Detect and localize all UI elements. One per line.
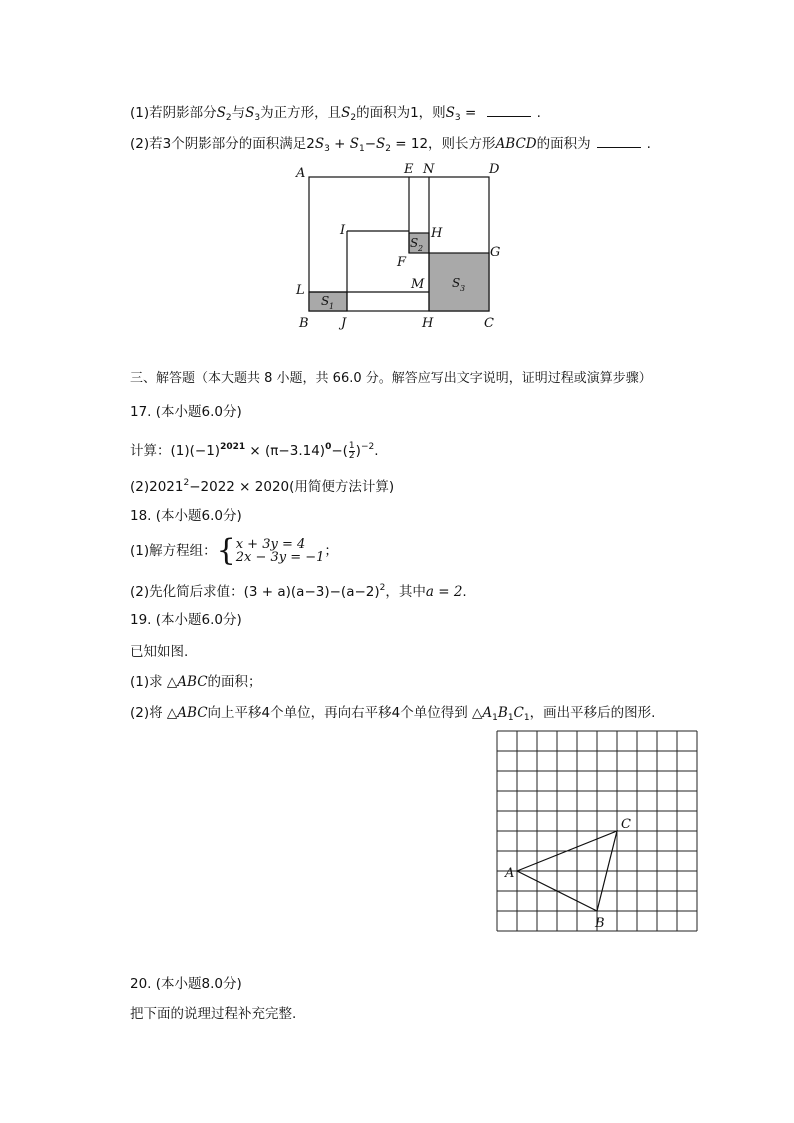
- text: 为正方形，且: [260, 105, 342, 121]
- label-J: J: [341, 316, 347, 331]
- equation-system: [236, 538, 325, 564]
- q16-part2: [130, 134, 651, 159]
- text: 的面积；: [207, 674, 262, 690]
- q20-intro: 把下面的说理过程补充完整.: [130, 1006, 297, 1022]
- sub: 1: [507, 713, 514, 723]
- text: × (π−3.14): [245, 443, 326, 459]
- math-abcd: ABCD: [495, 136, 537, 152]
- point-label-A: A: [505, 866, 515, 881]
- label-H-top: H: [431, 226, 443, 241]
- q19-part1: [130, 672, 262, 692]
- text: 与: [231, 105, 246, 121]
- sub: 1: [358, 144, 365, 154]
- math: ABC: [177, 705, 208, 721]
- label-L: L: [296, 283, 305, 298]
- q17-part1: [130, 437, 379, 461]
- q18-header: 18. (本小题6.0分): [130, 508, 242, 524]
- sub: 3: [324, 144, 330, 154]
- q18-part1: [130, 533, 338, 568]
- q16-part1: [130, 103, 541, 128]
- math: ABC: [177, 674, 208, 690]
- text: ): [355, 443, 361, 459]
- text: =: [460, 105, 481, 121]
- label-S2-sub: 2: [418, 244, 424, 253]
- label-S1-sub: 1: [329, 302, 335, 311]
- sub: 2: [350, 113, 357, 123]
- text: 的面积为: [536, 136, 591, 152]
- text: 的面积为1，则: [356, 105, 446, 121]
- label-S3: S: [452, 276, 461, 290]
- sub: 3: [454, 113, 461, 123]
- sup: 2: [379, 583, 386, 593]
- math: a = 2: [425, 584, 463, 600]
- math-s: S: [349, 136, 359, 152]
- math-s: S: [314, 136, 325, 152]
- label-D: D: [489, 162, 500, 177]
- label-G: G: [490, 245, 501, 260]
- sup: 2021: [220, 442, 246, 452]
- text: .: [462, 584, 467, 600]
- label-S3-sub: 3: [460, 284, 466, 293]
- text: .: [646, 136, 651, 152]
- math: C: [513, 705, 524, 721]
- rectangle-figure: [290, 158, 510, 336]
- label-S1: S: [321, 294, 330, 308]
- text: = 12，则长方形: [390, 136, 496, 152]
- text: .: [374, 443, 379, 459]
- label-H-bottom: H: [422, 316, 434, 331]
- text: ，其中: [385, 584, 426, 600]
- fraction: [349, 442, 355, 461]
- text: −: [364, 136, 376, 152]
- label-I: I: [340, 223, 346, 238]
- section3-heading: 三、解答题（本大题共 8 小题，共 66.0 分。解答应写出文字说明，证明过程或演算步骤）: [130, 371, 652, 386]
- grid-figure: [490, 726, 705, 936]
- sub: 2: [385, 144, 391, 154]
- sub: 1: [492, 713, 498, 723]
- sub: 1: [523, 713, 530, 723]
- sup: 2: [183, 478, 190, 488]
- text: (1)求 △: [130, 674, 178, 690]
- q20-header: 20. (本小题8.0分): [130, 976, 242, 992]
- math: A: [482, 705, 493, 721]
- text: 计算：(1)(−1): [130, 443, 221, 459]
- sup: −2: [360, 442, 375, 452]
- text: ，画出平移后的图形.: [529, 705, 656, 721]
- label-S2: S: [410, 236, 419, 250]
- brace: {: [216, 533, 236, 568]
- text: 向上平移4个单位，再向右平移4个单位得到 △: [207, 705, 483, 721]
- frac-den: 2: [348, 450, 355, 461]
- equation-1: x + 3y = 4: [235, 537, 306, 552]
- math: B: [497, 705, 508, 721]
- text: (2)将 △: [130, 705, 178, 721]
- q19-header: 19. (本小题6.0分): [130, 612, 242, 628]
- q17-header: 17. (本小题6.0分): [130, 404, 242, 420]
- label-E: E: [404, 162, 414, 177]
- math-s: S: [245, 105, 255, 121]
- math-s: S: [445, 105, 455, 121]
- text: (1)若阴影部分: [130, 105, 217, 121]
- point-label-B: B: [595, 916, 605, 931]
- text: −(: [331, 443, 348, 459]
- answer-blank[interactable]: [487, 104, 531, 117]
- label-N: N: [423, 162, 435, 177]
- q18-part2: [130, 578, 467, 602]
- label-B: B: [299, 316, 309, 331]
- frac-num: 1: [348, 440, 355, 451]
- point-label-C: C: [621, 817, 631, 832]
- sub: 3: [254, 113, 261, 123]
- q17-part2: [130, 473, 394, 497]
- q19-intro: 已知如图.: [130, 644, 189, 660]
- text: (2)若3个阴影部分的面积满足2: [130, 136, 315, 152]
- math-s: S: [341, 105, 351, 121]
- text: +: [329, 136, 350, 152]
- q19-part2: [130, 703, 655, 728]
- label-A: A: [296, 166, 306, 181]
- text: .: [536, 105, 541, 121]
- text: (2)2021: [130, 479, 184, 495]
- text: −2022 × 2020(用简便方法计算): [189, 479, 395, 495]
- sup: 0: [325, 442, 332, 452]
- label-M: M: [411, 277, 425, 292]
- answer-blank[interactable]: [597, 135, 641, 148]
- label-C: C: [484, 316, 494, 331]
- math-s: S: [376, 136, 386, 152]
- text: ；: [324, 543, 338, 559]
- label-F: F: [397, 255, 407, 270]
- text: (1)解方程组：: [130, 543, 217, 559]
- sub: 2: [225, 113, 232, 123]
- equation-2: 2x − 3y = −1: [235, 550, 325, 565]
- text: (2)先化简后求值：(3 + a)(a−3)−(a−2): [130, 584, 380, 600]
- math-s: S: [216, 105, 226, 121]
